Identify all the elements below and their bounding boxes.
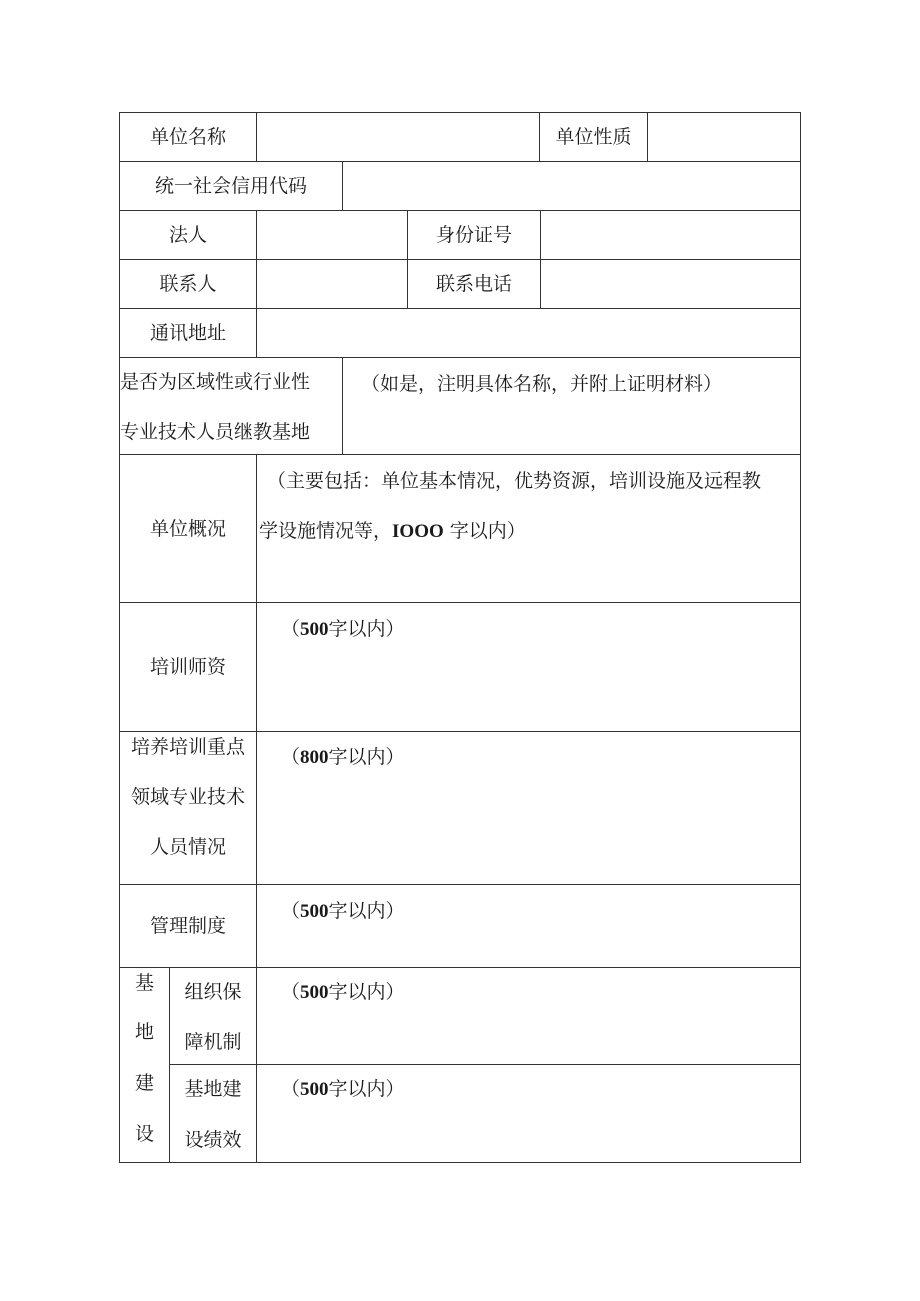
contact-person-field[interactable]	[257, 260, 407, 308]
credit-code-label: 统一社会信用代码	[154, 175, 307, 197]
label-line: 基地建	[184, 1078, 242, 1100]
id-number-label: 身份证号	[435, 224, 512, 246]
label-line: 人员情况	[149, 836, 226, 858]
base-construction-label	[120, 968, 169, 1162]
unit-overview-field[interactable]	[257, 455, 800, 602]
overview-hint	[259, 519, 526, 544]
word-limit-number: IOOO	[392, 521, 444, 542]
contact-phone-field[interactable]	[541, 260, 800, 308]
label-line: 领域专业技术	[130, 786, 245, 808]
label-char: 地	[134, 1021, 154, 1043]
hint-text: （	[281, 981, 301, 1003]
legal-person-field[interactable]	[257, 211, 407, 259]
label-line: 培养培训重点	[130, 736, 245, 758]
word-limit-hint	[281, 1077, 405, 1102]
word-limit-hint	[281, 980, 405, 1005]
organization-guarantee-label	[170, 968, 256, 1064]
management-system-field[interactable]	[257, 885, 800, 967]
word-limit-hint	[281, 745, 405, 770]
unit-name-field[interactable]	[257, 113, 539, 161]
label-line: 设绩效	[184, 1129, 242, 1151]
hint-text: 字以内）	[328, 981, 405, 1003]
contact-person-label: 联系人	[159, 273, 217, 295]
label-line: 组织保	[184, 981, 242, 1003]
unit-nature-label: 单位性质	[555, 126, 632, 148]
hint-text: （	[281, 1078, 301, 1100]
address-label: 通讯地址	[149, 322, 226, 344]
label-line: 专业技术人员继教基地	[120, 421, 311, 443]
management-system-label: 管理制度	[149, 915, 226, 937]
column-divider	[800, 112, 801, 1163]
word-limit-number: 800	[300, 747, 329, 768]
base-performance-field[interactable]	[257, 1065, 800, 1162]
hint-text: 字以内）	[328, 1078, 405, 1100]
label-line: 是否为区域性或行业性	[120, 371, 311, 393]
word-limit-hint	[281, 899, 405, 924]
continuing-education-base-field[interactable]	[343, 358, 800, 454]
hint-text: 学设施情况等，	[259, 520, 393, 542]
id-number-field[interactable]	[541, 211, 800, 259]
training-teachers-label: 培训师资	[149, 656, 226, 678]
organization-guarantee-field[interactable]	[257, 968, 800, 1064]
hint-text: 字以内）	[449, 520, 526, 542]
base-performance-label	[170, 1065, 256, 1162]
label-char: 设	[134, 1123, 154, 1145]
overview-hint: （主要包括：单位基本情况，优势资源，培训设施及远程教	[267, 470, 762, 492]
word-limit-number: 500	[300, 1079, 329, 1100]
hint-text: 字以内）	[328, 618, 405, 640]
contact-phone-label: 联系电话	[435, 273, 512, 295]
legal-person-label: 法人	[168, 224, 207, 246]
key-fields-field[interactable]	[257, 732, 800, 884]
word-limit-number: 500	[300, 619, 329, 640]
hint-text: 字以内）	[328, 746, 405, 768]
address-field[interactable]	[257, 309, 800, 357]
word-limit-number: 500	[300, 901, 329, 922]
word-limit-hint	[281, 617, 405, 642]
row-divider	[119, 1162, 801, 1163]
label-char: 基	[134, 972, 154, 994]
word-limit-number: 500	[300, 982, 329, 1003]
hint-text: （	[281, 746, 301, 768]
continuing-education-base-label	[120, 358, 342, 454]
unit-overview-label: 单位概况	[149, 517, 226, 540]
unit-nature-field[interactable]	[648, 113, 800, 161]
hint-text: （	[281, 618, 301, 640]
base-hint: （如是，注明具体名称，并附上证明材料）	[361, 373, 723, 395]
credit-code-field[interactable]	[343, 162, 800, 210]
hint-text: 字以内）	[328, 900, 405, 922]
unit-name-label: 单位名称	[149, 126, 226, 148]
key-fields-label	[120, 732, 256, 884]
label-line: 障机制	[184, 1031, 242, 1053]
training-teachers-field[interactable]	[257, 603, 800, 731]
hint-text: （	[281, 900, 301, 922]
label-char: 建	[134, 1072, 154, 1094]
